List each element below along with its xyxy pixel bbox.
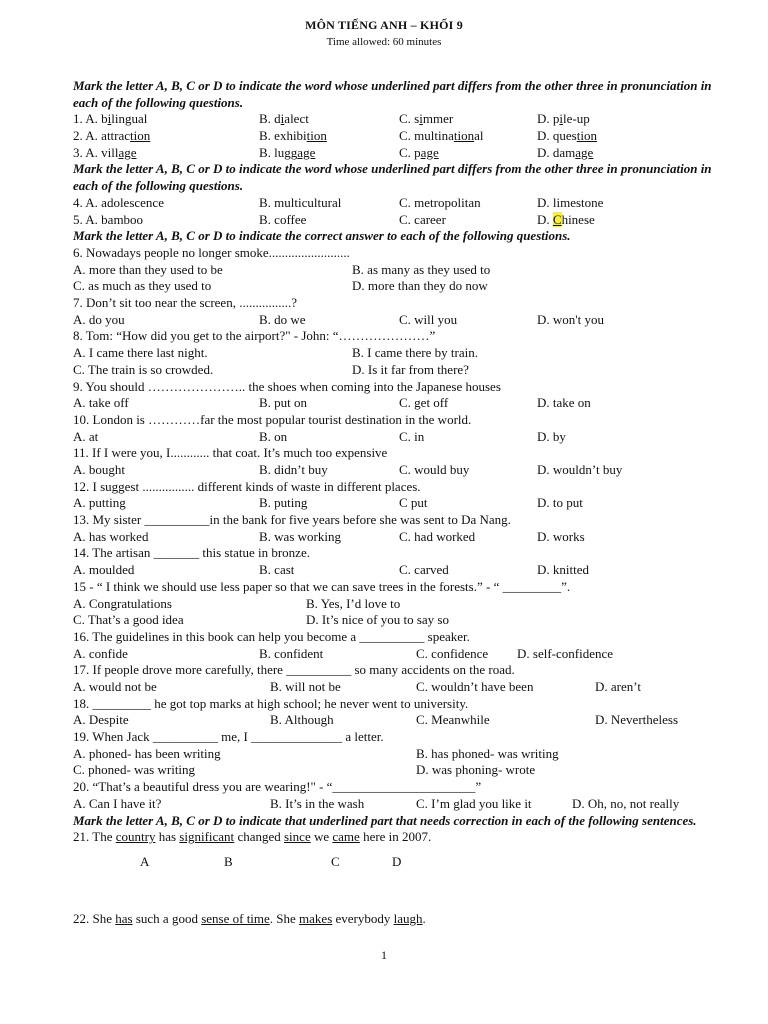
question-10-stem: 10. London is …………far the most popular tourist destination in the world. (73, 411, 472, 427)
question-18-stem: 18. _________ he got top marks at high school; he never went to university. (73, 695, 469, 711)
question-9-options: A. take off B. put on C. get off D. take on (73, 395, 591, 411)
question-4: 4. A. adolescence B. multicultural C. metropolitan D. limestone (73, 194, 604, 210)
page-number: 1 (381, 948, 387, 962)
question-20-stem: 20. “That’s a beautiful dress you are wearing!" - “______________________” (73, 779, 482, 795)
question-16-options: A. confide B. confident C. confidence D. self-confidence (73, 645, 614, 661)
question-15-stem: 15 - “ I think we should use less paper so that we can save trees in the forests.” - “ _________”. (73, 578, 571, 594)
question-1: 1. A. bilingual B. dialect C. simmer D. pile-up (73, 111, 590, 127)
question-19-options-cd: C. phoned- was writing D. was phoning- wrote (73, 762, 536, 778)
page-title: MÔN TIẾNG ANH – KHỐI 9 (305, 18, 463, 32)
question-5: 5. A. bamboo B. coffee C. career D. Chinese (73, 211, 595, 227)
section-instruction-2: Mark the letter A, B, C or D to indicate the word whose underlined part differs from the other three in pronunciation in each of the following questions. (73, 161, 712, 194)
question-8-options-ab: A. I came there last night. B. I came there by train. (73, 345, 478, 361)
question-3: 3. A. village B. luggage C. page D. damage (73, 144, 594, 160)
question-12-options: A. putting B. puting C put D. to put (73, 495, 583, 511)
question-16-stem: 16. The guidelines in this book can help you become a __________ speaker. (73, 628, 470, 644)
highlighted-letter: C (552, 211, 562, 227)
question-7-options: A. do you B. do we C. will you D. won't you (73, 311, 604, 327)
question-6-options-ab: A. more than they used to be B. as many as they used to (73, 261, 491, 277)
question-13-options: A. has worked B. was working C. had worked D. works (73, 528, 585, 544)
question-22-sentence: 22. She has such a good sense of time. She makes everybody laugh. (73, 910, 426, 926)
time-allowed: Time allowed: 60 minutes (326, 36, 442, 48)
question-6-stem: 6. Nowadays people no longer smoke......................... (73, 244, 350, 260)
section-instruction-4: Mark the letter A, B, C or D to indicate that underlined part that needs correction in each of the following sentences. (73, 812, 697, 828)
question-19-stem: 19. When Jack __________ me, I ______________ a letter. (73, 729, 384, 745)
question-19-options-ab: A. phoned- has been writing B. has phoned- was writing (73, 745, 559, 761)
exam-body (73, 78, 723, 927)
question-8-options-cd: C. The train is so crowded. D. Is it far from there? (73, 361, 469, 377)
question-18-options: A. Despite B. Although C. Meanwhile D. Nevertheless (73, 712, 679, 728)
question-14-options: A. moulded B. cast C. carved D. knitted (73, 562, 589, 578)
question-12-stem: 12. I suggest ................ different kinds of waste in different places. (73, 478, 421, 494)
question-17-stem: 17. If people drove more carefully, there __________ so many accidents on the road. (73, 662, 515, 678)
question-15-options-cd: C. That’s a good idea D. It’s nice of you to say so (73, 612, 449, 628)
question-6-options-cd: C. as much as they used to D. more than they do now (73, 278, 488, 294)
question-9-stem: 9. You should ………………….. the shoes when coming into the Japanese houses (73, 378, 501, 394)
question-14-stem: 14. The artisan _______ this statue in bronze. (73, 545, 310, 561)
question-21-sentence: 21. The country has significant changed since we came here in 2007. (73, 829, 432, 845)
question-21-letters: A B C D (140, 853, 402, 869)
question-2: 2. A. attraction B. exhibition C. multinational D. question (73, 128, 597, 144)
question-17-options: A. would not be B. will not be C. wouldn’t have been D. aren’t (73, 679, 641, 695)
question-11-stem: 11. If I were you, I............ that coat. It’s much too expensive (73, 445, 388, 461)
question-13-stem: 13. My sister __________in the bank for five years before she was sent to Da Nang. (73, 512, 511, 528)
question-20-options: A. Can I have it? B. It’s in the wash C. I’m glad you like it D. Oh, no, not really (73, 795, 680, 811)
question-11-options: A. bought B. didn’t buy C. would buy D. wouldn’t buy (73, 461, 623, 477)
question-8-stem: 8. Tom: “How did you get to the airport?" - John: “…………………” (73, 328, 436, 344)
question-15-options-ab: A. Congratulations B. Yes, I’d love to (73, 595, 401, 611)
question-7-stem: 7. Don’t sit too near the screen, ................? (73, 295, 297, 311)
question-10-options: A. at B. on C. in D. by (73, 428, 566, 444)
section-instruction-3: Mark the letter A, B, C or D to indicate the correct answer to each of the following questions. (73, 228, 571, 244)
section-instruction-1: Mark the letter A, B, C or D to indicate the word whose underlined part differs from the other three in pronunciation in each of the following questions. (73, 78, 712, 110)
